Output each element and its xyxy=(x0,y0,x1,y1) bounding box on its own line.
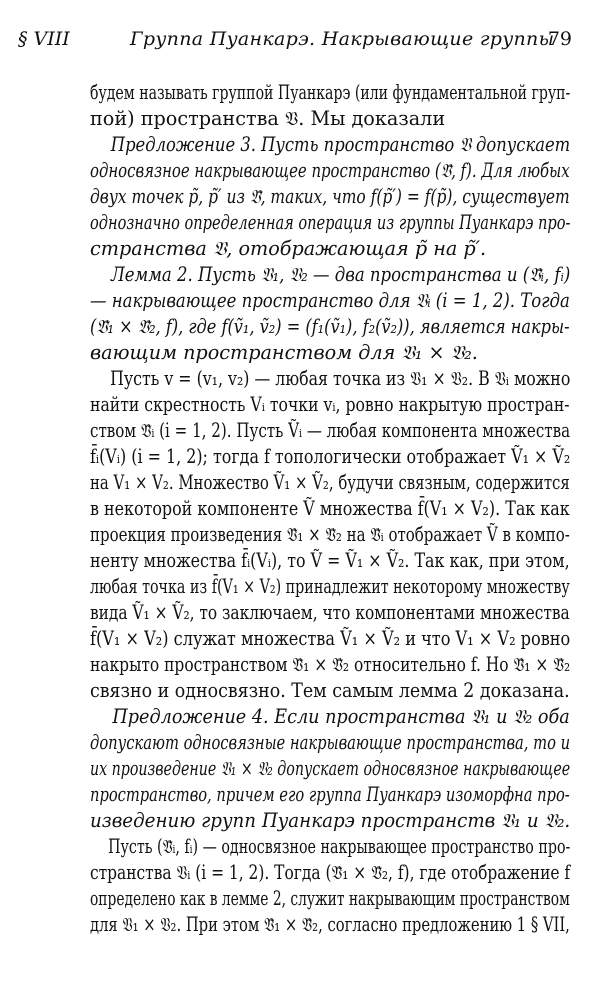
text-line: односвязное накрывающее пространство (𝔙̃, f). Для любых xyxy=(90,159,570,182)
proposition-3-heading: Предложение 3. Пусть пространство 𝔙 допускает xyxy=(90,133,571,156)
text-line: допускают односвязные накрывающие пространства, то и xyxy=(90,731,571,754)
lemma-2-heading: Лемма 2. Пусть 𝔙₁, 𝔙₂ — два пространства и (𝔙̃ᵢ, fᵢ) xyxy=(90,263,571,286)
section-label: § VIII xyxy=(18,28,70,50)
text-line: в некоторой компоненте Ṽ множества f̄(V₁ × V₂). Так как xyxy=(90,497,570,520)
page-number: 79 xyxy=(547,28,572,50)
text-line: изведению групп Пуанкарэ пространств 𝔙₁ и 𝔙₂. xyxy=(90,809,571,832)
text-line: (𝔙̃₁ × 𝔙̃₂, f), где f(ṽ₁, ṽ₂) = (f₁(ṽ₁), f₂(ṽ₂)), является накры- xyxy=(90,315,570,338)
text-line: — накрывающее пространство для 𝔙ᵢ (i = 1, 2). Тогда xyxy=(90,289,570,312)
text-line: их произведение 𝔙₁ × 𝔙₂ допускает односвязное накрывающее xyxy=(90,757,571,780)
text-line: проекция произведения 𝔙̃₁ × 𝔙̃₂ на 𝔙̃ᵢ отображает Ṽ в компо- xyxy=(90,523,570,546)
text-line: ством 𝔙̃ᵢ (i = 1, 2). Пусть Ṽᵢ — любая компонента множества xyxy=(90,419,571,442)
text-line: двух точек p̃, p̃′ из 𝔙̃, таких, что f(p̃′) = f(p̃), существует xyxy=(90,185,570,208)
text-line: вающим пространством для 𝔙₁ × 𝔙₂. xyxy=(90,341,478,364)
text-line: однозначно определенная операция из группы Пуанкарэ про- xyxy=(90,211,571,234)
text-line: Пусть v = (v₁, v₂) — любая точка из 𝔙₁ × 𝔙₂. В 𝔙ᵢ можно xyxy=(90,367,571,390)
text-line: связно и односвязно. Тем самым лемма 2 доказана. xyxy=(90,679,570,702)
text-line: Пусть (𝔙̃ᵢ, fᵢ) — односвязное накрывающее пространство про- xyxy=(90,835,571,858)
text-line: для 𝔙₁ × 𝔙₂. При этом 𝔙̃₁ × 𝔙̃₂, согласно предложению 1 § VII, xyxy=(90,913,570,936)
text-line: на V₁ × V₂. Множество Ṽ₁ × Ṽ₂, будучи связным, содержится xyxy=(90,471,570,494)
text-line: накрыто пространством 𝔙̃₁ × 𝔙̃₂ относительно f. Но 𝔙̃₁ × 𝔙̃₂ xyxy=(90,653,571,676)
text-line: f̄(V₁ × V₂) служат множества Ṽ₁ × Ṽ₂ и что V₁ × V₂ ровно xyxy=(90,627,571,650)
text-line: f̄ᵢ(Vᵢ) (i = 1, 2); тогда f топологически отображает Ṽ₁ × Ṽ₂ xyxy=(90,445,571,468)
proposition-4-heading: Предложение 4. Если пространства 𝔙₁ и 𝔙₂ оба xyxy=(90,705,570,728)
text-line: определено как в лемме 2, служит накрывающим пространством xyxy=(90,887,570,910)
text-line: пространство, причем его группа Пуанкарэ изоморфна про- xyxy=(90,783,570,806)
text-line: странства 𝔙, отображающая p̃ на p̃′. xyxy=(90,237,487,260)
text-line: найти скрестность Vᵢ точки vᵢ, ровно накрытую простран- xyxy=(90,393,570,416)
text-line: ненту множества f̄ᵢ(Vᵢ), то Ṽ = Ṽ₁ × Ṽ₂. Так как, при этом, xyxy=(90,549,570,572)
text-line: будем называть группой Пуанкарэ (или фундаментальной груп- xyxy=(90,81,571,104)
text-line: любая точка из f̄(V₁ × V₂) принадлежит некоторому множеству xyxy=(90,575,570,598)
text-line: странства 𝔙ᵢ (i = 1, 2). Тогда (𝔙̃₁ × 𝔙̃₂, f), где отображение f xyxy=(90,861,571,884)
text-line: вида Ṽ₁ × Ṽ₂, то заключаем, что компонентами множества xyxy=(90,601,570,624)
text-line: пой) пространства 𝔙. Мы доказали xyxy=(90,107,446,130)
running-title: Группа Пуанкарэ. Накрывающие группы xyxy=(130,28,555,50)
page-header xyxy=(0,0,606,60)
